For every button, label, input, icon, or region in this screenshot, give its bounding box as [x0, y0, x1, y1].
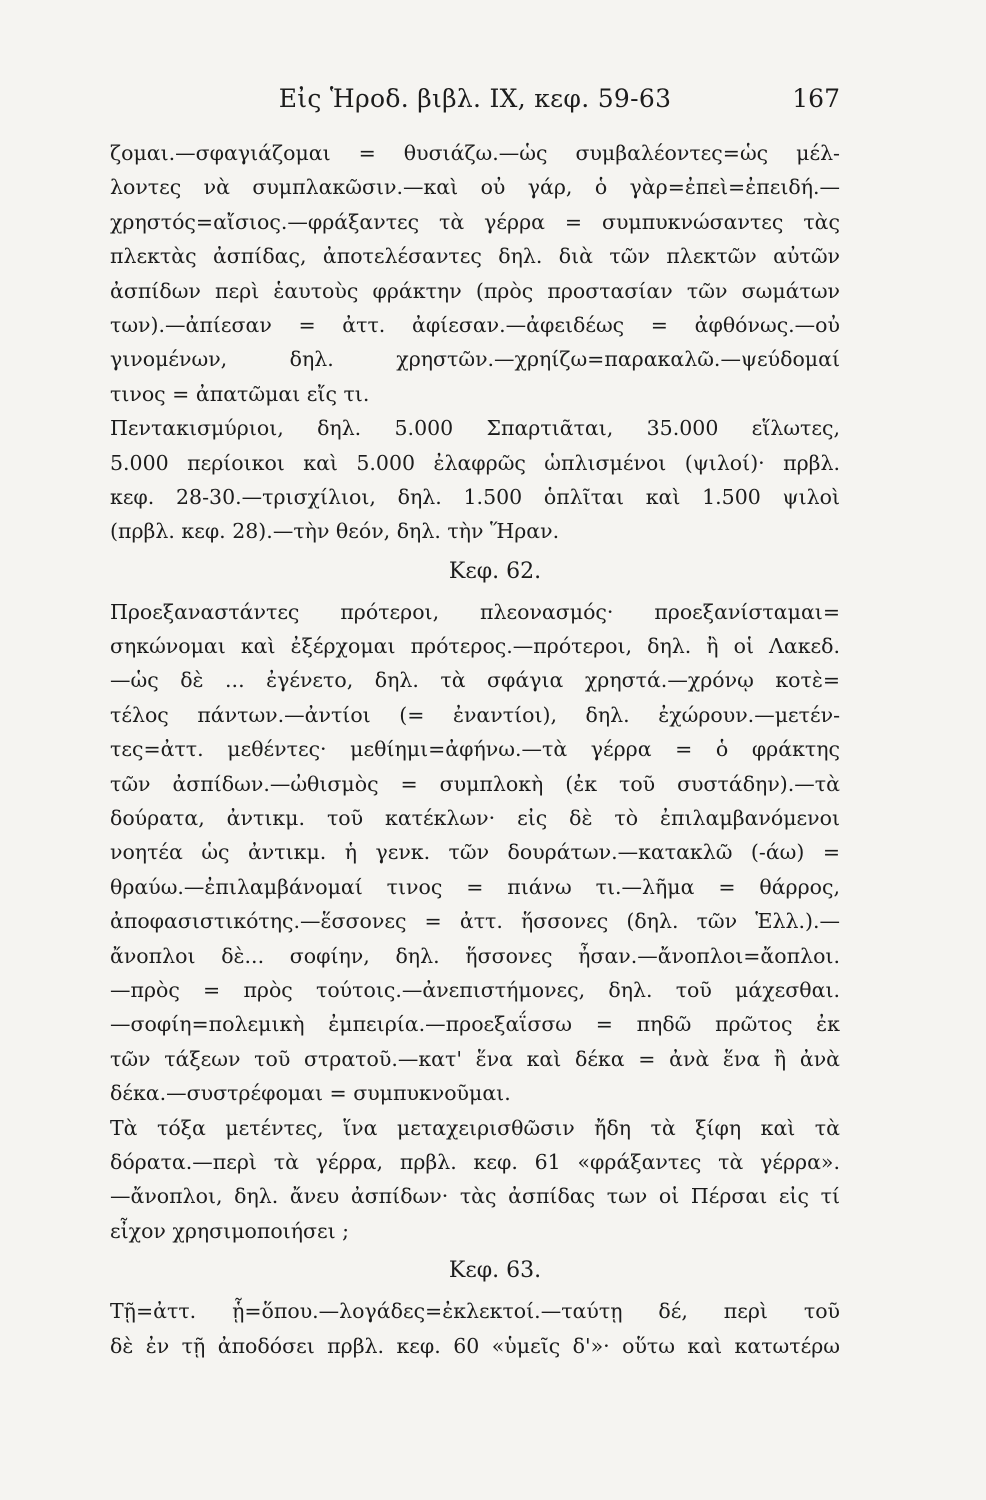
text-line: σηκώνομαι καὶ ἐξέρχομαι πρότερος.—πρότεροι, δηλ. ἢ οἱ Λακεδ.	[110, 634, 840, 659]
text-line: πλεκτὰς ἀσπίδας, ἀποτελέσαντες δηλ. διὰ τῶν πλεκτῶν αὐτῶν	[110, 244, 840, 269]
text-line: τέλος πάντων.—ἀντίοι (= ἐναντίοι), δηλ. ἐχώρουν.—μετέν-	[110, 702, 840, 727]
text-line: —σοφίη=πολεμικὴ ἐμπειρία.—προεξαΐσσω = πηδῶ πρῶτος ἐκ	[110, 1012, 840, 1037]
text-line: —πρὸς = πρὸς τούτοις.—ἀνεπιστήμονες, δηλ. τοῦ μάχεσθαι.	[110, 977, 840, 1002]
text-line: τες=ἀττ. μεθέντες· μεθίημι=ἀφήνω.—τὰ γέρρα = ὁ φράκτης	[110, 737, 840, 762]
chapter-heading-62: Κεφ. 62.	[448, 558, 542, 584]
text-line: νοητέα ὡς ἀντικμ. ἡ γενκ. τῶν δουράτων.—κατακλῶ (-άω) =	[110, 840, 840, 865]
text-line: —ὡς δὲ ... ἐγένετο, δηλ. τὰ σφάγια χρηστά.—χρόνῳ κοτὲ=	[110, 668, 840, 693]
text-line: 5.000 περίοικοι καὶ 5.000 ἐλαφρῶς ὡπλισμένοι (ψιλοί)· πρβλ.	[110, 450, 840, 475]
text-line: τῶν ἀσπίδων.—ὠθισμὸς = συμπλοκὴ (ἐκ τοῦ συστάδην).—τὰ	[110, 771, 840, 796]
text-line: Τὰ τόξα μετέντες, ἵνα μεταχειρισθῶσιν ἤδη τὰ ξίφη καὶ τὰ	[110, 1115, 840, 1140]
text-line: κεφ. 28-30.—τρισχίλιοι, δηλ. 1.500 ὁπλῖται καὶ 1.500 ψιλοὶ	[110, 484, 840, 509]
text-line: δὲ ἐν τῇ ἀποδόσει πρβλ. κεφ. 60 «ὑμεῖς δ'»· οὕτω καὶ κατωτέρω	[110, 1333, 840, 1358]
text-line: τινος = ἀπατῶμαι εἴς τι.	[110, 381, 370, 406]
text-line: εἶχον χρησιμοποιήσει ;	[110, 1218, 350, 1243]
text-line: —ἄνοπλοι, δηλ. ἄνευ ἀσπίδων· τὰς ἀσπίδας των οἱ Πέρσαι εἰς τί	[110, 1184, 840, 1209]
text-line: ἄνοπλοι δὲ... σοφίην, δηλ. ἥσσονες ἦσαν.—ἄνοπλοι=ἄοπλοι.	[110, 943, 840, 968]
running-head: Εἰς Ἡροδ. βιβλ. IX, κεφ. 59-63	[278, 84, 672, 113]
chapter-heading-63: Κεφ. 63.	[448, 1258, 542, 1284]
commentary-block-ch62	[110, 595, 840, 1248]
text-line: δόρατα.—περὶ τὰ γέρρα, πρβλ. κεφ. 61 «φράξαντες τὰ γέρρα».	[110, 1149, 840, 1174]
page-number: 167	[792, 84, 840, 113]
page-header	[110, 84, 840, 124]
text-line: Προεξαναστάντες πρότεροι, πλεονασμός· προεξανίσταμαι=	[110, 599, 840, 624]
commentary-block-ch63	[110, 1294, 840, 1363]
commentary-block-ch61	[110, 136, 840, 549]
text-line: των).—ἀπίεσαν = ἀττ. ἀφίεσαν.—ἀφειδέως = ἀφθόνως.—οὐ	[110, 312, 840, 337]
text-line: ἀσπίδων περὶ ἑαυτοὺς φράκτην (πρὸς προστασίαν τῶν σωμάτων	[110, 278, 840, 303]
text-line: γινομένων, δηλ. χρηστῶν.—χρηίζω=παρακαλῶ.—ψεύδομαί	[110, 347, 840, 372]
text-line: τῶν τάξεων τοῦ στρατοῦ.—κατ' ἕνα καὶ δέκα = ἀνὰ ἕνα ἢ ἀνὰ	[110, 1046, 840, 1071]
text-line: ζομαι.—σφαγιάζομαι = θυσιάζω.—ὡς συμβαλέοντες=ὡς μέλ-	[110, 141, 840, 165]
book-page	[110, 84, 840, 1363]
text-line: χρηστός=αἴσιος.—φράξαντες τὰ γέρρα = συμπυκνώσαντες τὰς	[110, 209, 840, 234]
text-line: Πεντακισμύριοι, δηλ. 5.000 Σπαρτιᾶται, 35.000 εἵλωτες,	[110, 416, 840, 441]
text-line: δέκα.—συστρέφομαι = συμπυκνοῦμαι.	[110, 1081, 511, 1106]
text-line: δούρατα, ἀντικμ. τοῦ κατέκλων· εἰς δὲ τὸ ἐπιλαμβανόμενοι	[110, 806, 840, 831]
text-line: λοντες νὰ συμπλακῶσιν.—καὶ οὐ γάρ, ὁ γὰρ=ἐπεὶ=ἐπειδή.—	[110, 175, 840, 200]
text-line: θραύω.—ἐπιλαμβάνομαί τινος = πιάνω τι.—λῆμα = θάρρος,	[110, 874, 840, 899]
commentary-text	[110, 136, 840, 1363]
text-line: Τῇ=ἀττ. ᾗ=ὅπου.—λογάδες=ἐκλεκτοί.—ταύτῃ δέ, περὶ τοῦ	[110, 1299, 840, 1324]
text-line: (πρβλ. κεφ. 28).—τὴν θεόν, δηλ. τὴν Ἥραν.	[110, 519, 560, 544]
text-line: ἀποφασιστικότης.—ἕσσονες = ἀττ. ἥσσονες (δηλ. τῶν Ἑλλ.).—	[110, 909, 840, 934]
